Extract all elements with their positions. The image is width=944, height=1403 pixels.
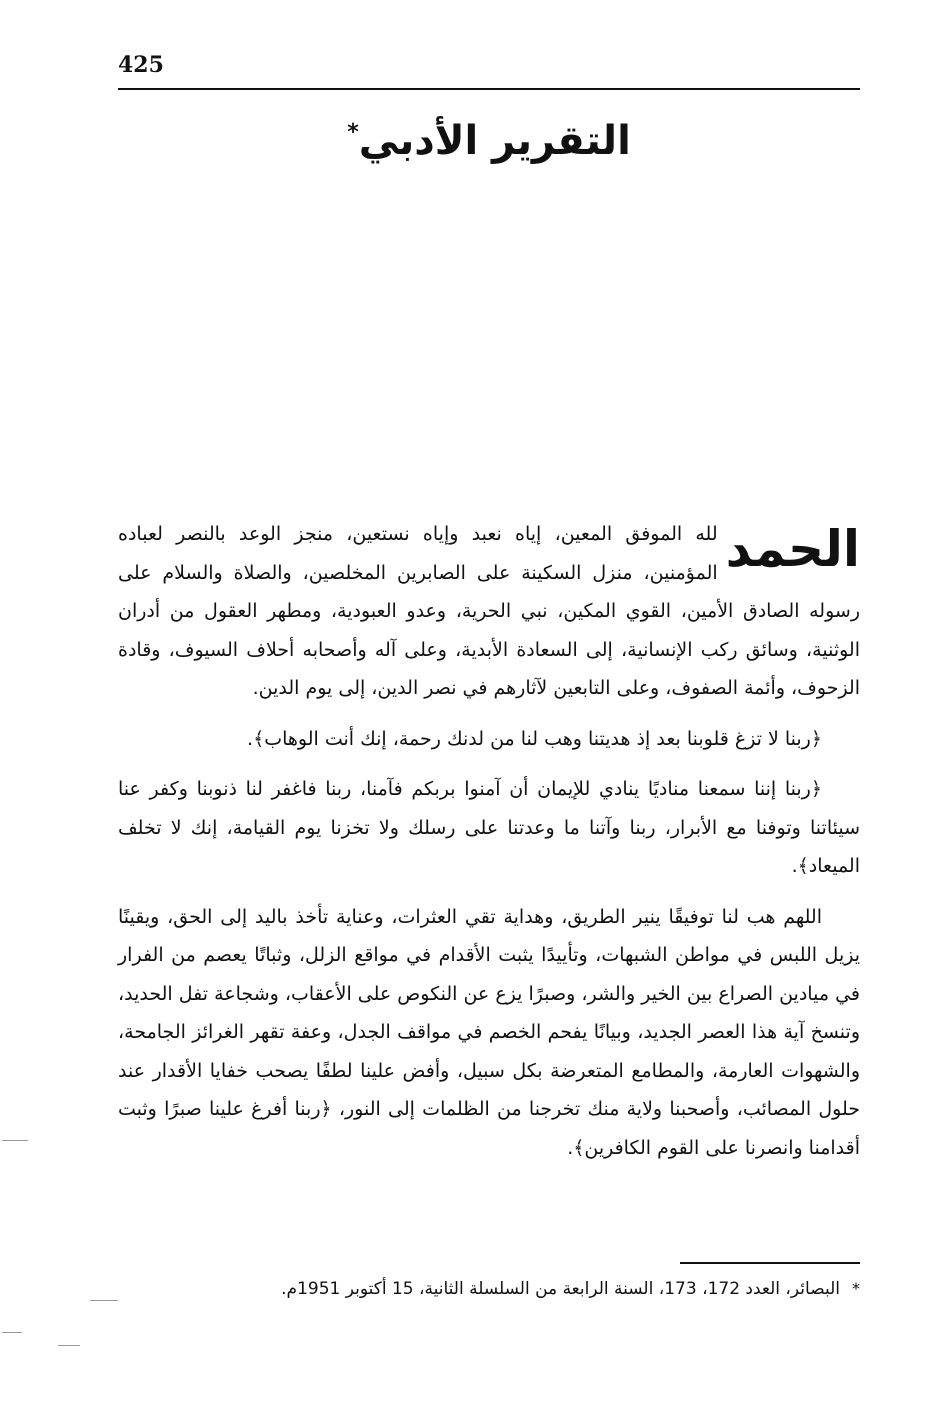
- scan-mark: [58, 1345, 80, 1346]
- opening-word: الحمد: [725, 520, 860, 578]
- paragraph-opening: [118, 515, 860, 708]
- footnote-marker: *: [852, 1279, 860, 1298]
- chapter-title: [118, 118, 860, 164]
- footnote-rule: [680, 1262, 860, 1264]
- paragraph-verse-1: ﴿ربنا لا تزغ قلوبنا بعد إذ هديتنا وهب لنا من لدنك رحمة، إنك أنت الوهاب﴾.: [247, 727, 822, 750]
- footnote: [118, 1272, 860, 1306]
- title-footnote-marker: *: [347, 120, 359, 145]
- paragraph-text: لله الموفق المعين، إياه نعبد وإياه نستعين، منجز الوعد بالنصر لعباده المؤمنين، منزل السكينة على الصابرين المخلصين، والصلاة والسلام على رسوله الصادق الأمين، القوي المكين، نبي الحرية، وعدو العبودية، ومطهر العقول من أدران الوثنية، وسائق ركب الإنسانية، إلى السعادة الأبدية، وعلى آله وأصحابه أحلاف السيوف، وقادة الزحوف، وأئمة الصفوف، وعلى التابعين لآثارهم في نصر الدين، إلى يوم الدين.: [118, 523, 860, 699]
- body-text: [118, 515, 860, 1179]
- scan-mark: [90, 1300, 118, 1301]
- header-rule: [118, 88, 860, 90]
- scan-mark: [2, 1140, 28, 1141]
- chapter-title-text: التقرير الأدبي: [358, 118, 631, 164]
- paragraph-supplication: اللهم هب لنا توفيقًا ينير الطريق، وهداية تقي العثرات، وعناية تأخذ باليد إلى الحق، ويقينًا يزيل اللبس في مواطن الشبهات، وتأييدًا يثبت الأقدام في مواقع الزلل، وثباتًا يعصم من الفرار في ميادين الصراع بين الخير والشر، وصبرًا يزع عن النكوص على الأعقاب، وشجاعة تفل الحديد، وتنسخ آية هذا العصر الجديد، وبيانًا يفحم الخصم في مواقف الجدل، وعفة تقهر الغرائز الجامحة، والشهوات العارمة، والمطامع المتعرضة بكل سبيل، وأفض علينا لطفًا يصحب خفايا الأقدار عند حلول المصائب، وأصحبنا ولاية منك تخرجنا من الظلمات إلى النور، ﴿ربنا أفرغ علينا صبرًا وثبت أقدامنا وانصرنا على القوم الكافرين﴾.: [118, 905, 860, 1159]
- page-number: 425: [118, 52, 164, 78]
- paragraph-verse-2: ﴿ربنا إننا سمعنا مناديًا ينادي للإيمان أن آمنوا بربكم فآمنا، ربنا فاغفر لنا ذنوبنا وكفر عنا سيئاتنا وتوفنا مع الأبرار، ربنا وآتنا ما وعدتنا على رسلك ولا تخزنا يوم القيامة، إنك لا تخلف الميعاد﴾.: [118, 778, 860, 877]
- scan-mark: [2, 1332, 22, 1333]
- footnote-text: البصائر، العدد 172، 173، السنة الرابعة من السلسلة الثانية، 15 أكتوبر 1951م.: [281, 1279, 840, 1299]
